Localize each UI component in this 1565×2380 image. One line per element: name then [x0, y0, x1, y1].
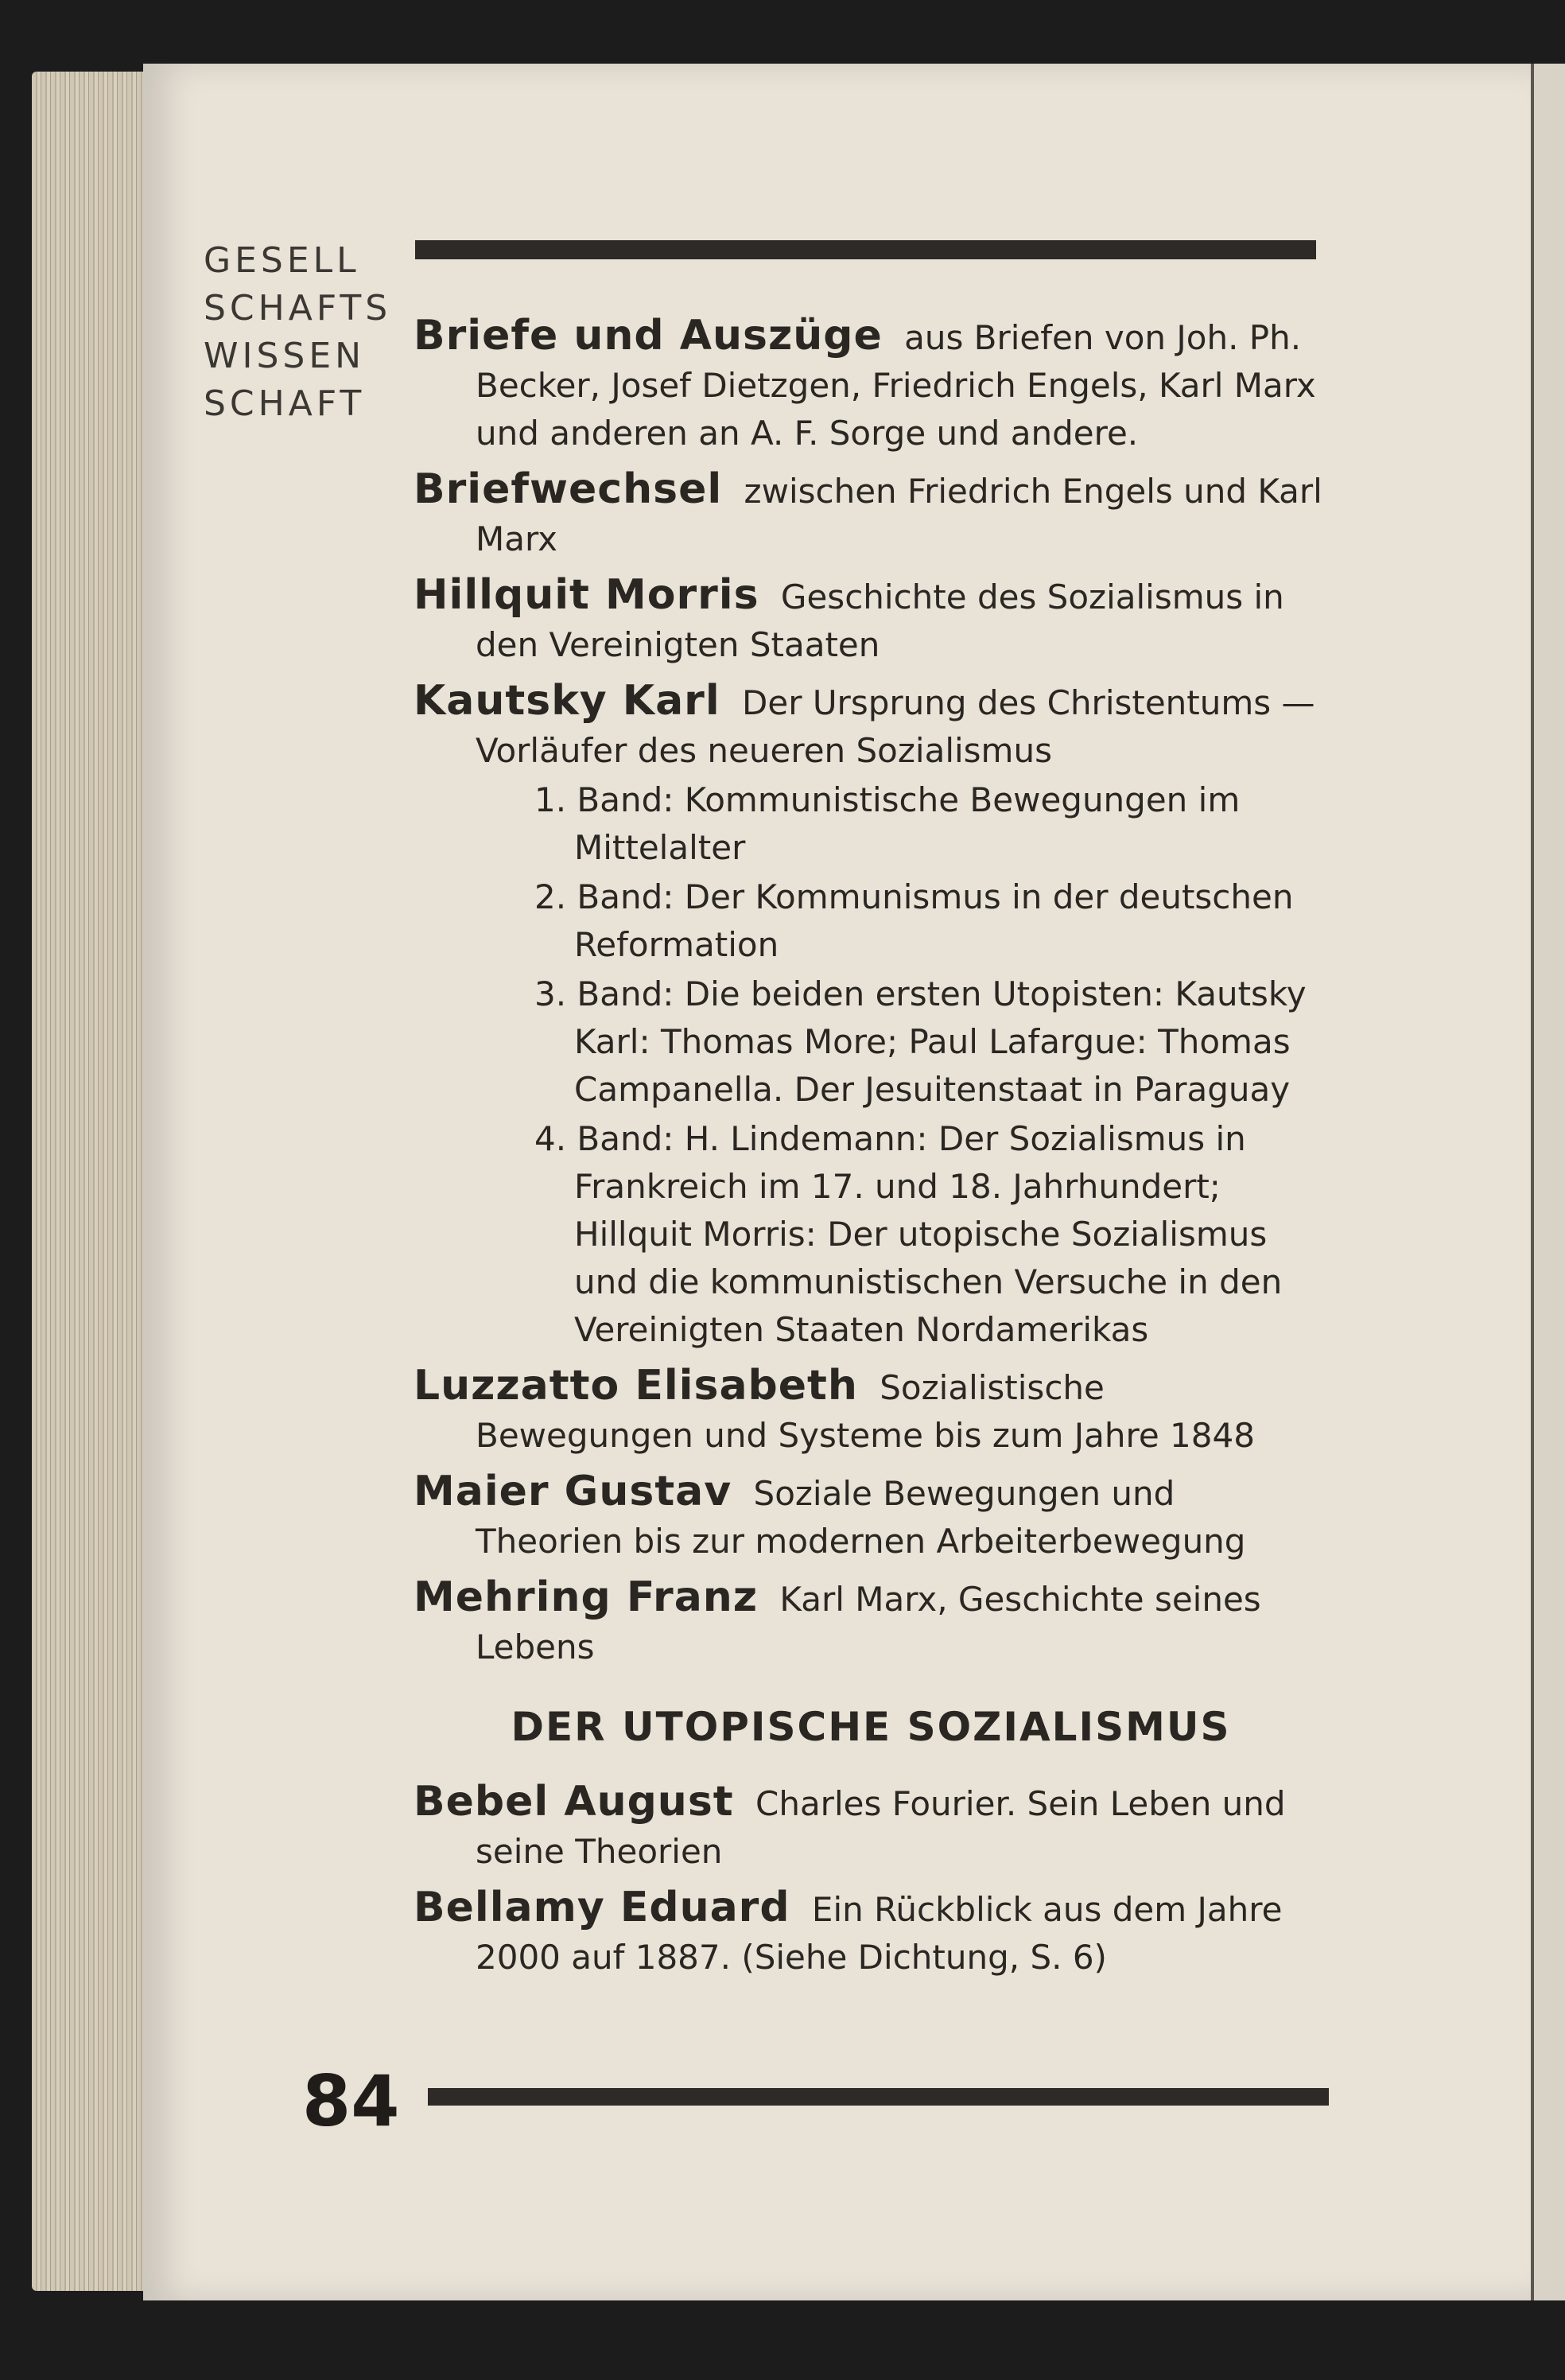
entry-title: Charles Fourier. Sein Leben und seine Theorien [476, 1784, 1286, 1871]
entry-title: zwischen Friedrich Engels und Karl Marx [476, 472, 1322, 558]
top-rule [415, 240, 1316, 259]
entry-title: Karl Marx, Geschichte seines Lebens [476, 1580, 1261, 1666]
entry-author: Bellamy Eduard [414, 1884, 790, 1931]
bibliography-entry [414, 1362, 1328, 1460]
bibliography-entry [414, 1468, 1328, 1565]
entry-title: aus Briefen von Joh. Ph. Becker, Josef Dietzgen, Friedrich Engels, Karl Marx und anderen an A. F. Sorge und andere. [476, 318, 1316, 453]
entry-title: Sozialistische Bewegungen und Systeme bis zum Jahre 1848 [476, 1368, 1255, 1455]
bibliography-entry [414, 465, 1328, 563]
bibliography-entry [414, 1778, 1328, 1876]
bottom-rule [428, 2088, 1329, 2106]
entry-author: Luzzatto Elisabeth [414, 1362, 858, 1410]
page-number: 84 [302, 2060, 400, 2142]
entry-author: Hillquit Morris [414, 571, 759, 619]
volume-item: 2. Band: Der Kommunismus in der deutschen Reformation [534, 877, 1294, 964]
section-side-label [204, 237, 391, 428]
side-label-line: GESELL [204, 240, 360, 281]
entry-author: Kautsky Karl [414, 677, 720, 725]
facing-page-edge [1531, 64, 1565, 2300]
entry-title: Geschichte des Sozialismus in den Vereinigten Staaten [476, 578, 1284, 664]
volume-item: 1. Band: Kommunistische Bewegungen im Mittelalter [534, 780, 1241, 867]
bibliography-entry [414, 1573, 1328, 1671]
bibliography-entry [414, 312, 1328, 457]
bibliography-entry [414, 1884, 1328, 1981]
side-label-line: SCHAFTS [204, 288, 392, 329]
side-label-line: SCHAFT [204, 383, 366, 424]
volume-item: 3. Band: Die beiden ersten Utopisten: Kautsky Karl: Thomas More; Paul Lafargue: Thomas Campanella. Der Jesuitenstaat in Paraguay [534, 974, 1307, 1109]
volume-item: 4. Band: H. Lindemann: Der Sozialismus in Frankreich im 17. und 18. Jahrhundert; Hillquit Morris: Der utopische Sozialismus und die kommunistischen Versuche in den Vereinigten Staaten Nordamerikas [534, 1119, 1283, 1349]
bibliography-entry [414, 571, 1328, 669]
entry-title: Der Ursprung des Christentums — Vorläufer des neueren Sozialismus [476, 683, 1315, 770]
entry-author: Maier Gustav [414, 1468, 732, 1515]
entry-title: Ein Rückblick aus dem Jahre 2000 auf 1887. (Siehe Dichtung, S. 6) [476, 1890, 1283, 1977]
section-heading: DER UTOPISCHE SOZIALISMUS [511, 1704, 1231, 1750]
entry-title: Soziale Bewegungen und Theorien bis zur modernen Arbeiterbewegung [476, 1474, 1246, 1561]
entry-author: Briefwechsel [414, 465, 723, 513]
bibliography-list [414, 312, 1328, 1989]
side-label-line: WISSEN [204, 336, 366, 376]
bibliography-entry [414, 677, 1328, 1354]
entry-author: Bebel August [414, 1778, 734, 1826]
entry-author: Briefe und Auszüge [414, 312, 883, 360]
book-page-edges [32, 72, 151, 2291]
entry-author: Mehring Franz [414, 1573, 759, 1621]
